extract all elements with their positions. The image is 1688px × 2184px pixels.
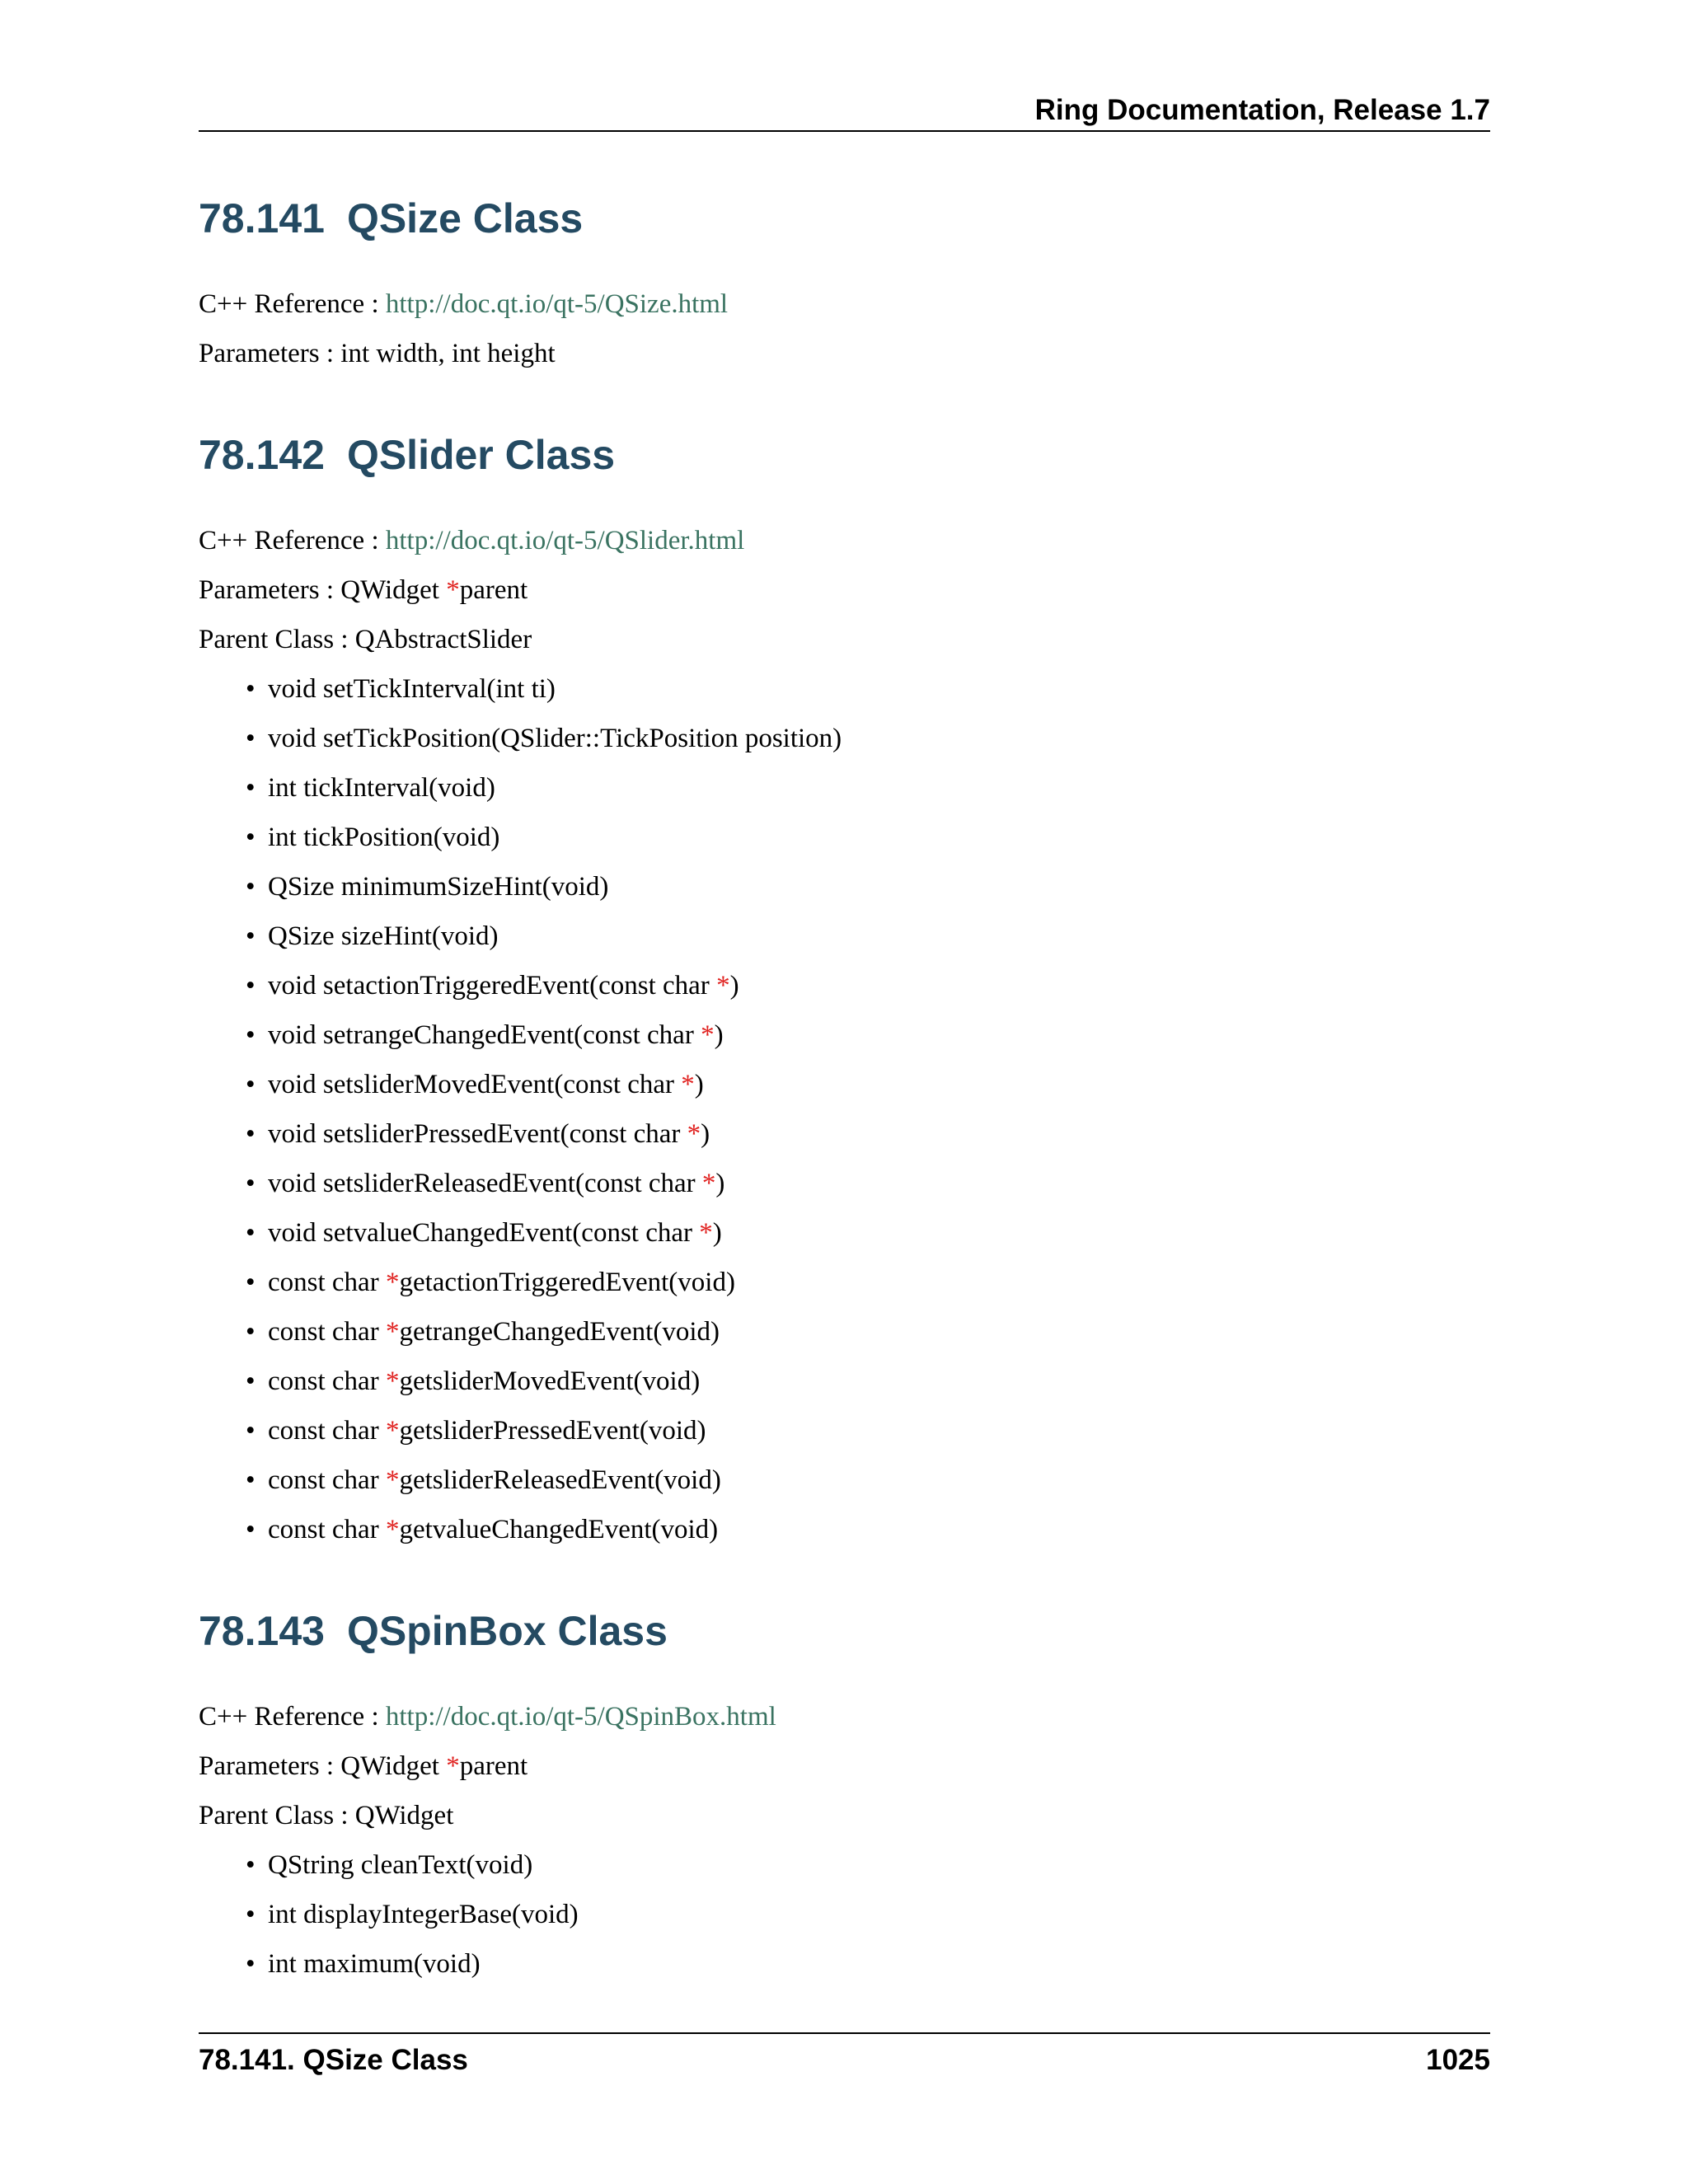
pointer-star: * bbox=[701, 1020, 715, 1050]
bullet: • bbox=[246, 1850, 256, 1880]
method-text: QString cleanText(void) bbox=[268, 1850, 533, 1880]
method-item bbox=[199, 1315, 842, 1365]
method-text: const char bbox=[268, 1366, 386, 1396]
method-item bbox=[199, 821, 842, 870]
method-item bbox=[199, 1414, 842, 1464]
bullet: • bbox=[246, 921, 256, 951]
method-text: const char bbox=[268, 1416, 386, 1446]
section-title: QSlider Class bbox=[346, 432, 616, 478]
bullet: • bbox=[246, 1169, 256, 1198]
bullet: • bbox=[246, 674, 256, 704]
bullet: • bbox=[246, 823, 256, 852]
method-text: QSize sizeHint(void) bbox=[268, 921, 499, 951]
method-item bbox=[199, 1365, 842, 1414]
method-text-suffix: ) bbox=[712, 1218, 722, 1248]
method-text: int displayIntegerBase(void) bbox=[268, 1900, 579, 1929]
method-item bbox=[199, 1216, 842, 1266]
section-heading-qsize bbox=[199, 194, 583, 243]
bullet: • bbox=[246, 1268, 256, 1297]
bullet: • bbox=[246, 1317, 256, 1347]
cpp-reference-qspinbox bbox=[199, 1700, 776, 1733]
method-text-suffix: getsliderReleasedEvent(void) bbox=[399, 1465, 721, 1495]
bullet: • bbox=[246, 1416, 256, 1446]
section-title: QSize Class bbox=[346, 195, 584, 241]
method-text-suffix: ) bbox=[729, 971, 739, 1001]
method-text: QSize minimumSizeHint(void) bbox=[268, 872, 609, 902]
pointer-star: * bbox=[446, 1751, 460, 1781]
bullet: • bbox=[246, 1070, 256, 1099]
bullet: • bbox=[246, 1366, 256, 1396]
parameters-label: Parameters : bbox=[199, 575, 341, 605]
parent-class-value: QWidget bbox=[354, 1801, 454, 1830]
parameters-qslider bbox=[199, 574, 528, 607]
method-item bbox=[199, 722, 842, 771]
section-number: 78.143 bbox=[199, 1608, 325, 1654]
section-number: 78.142 bbox=[199, 432, 325, 478]
method-text: void setsliderReleasedEvent(const char bbox=[268, 1169, 702, 1198]
parameters-qsize bbox=[199, 337, 556, 370]
method-item bbox=[199, 1513, 842, 1563]
pointer-star: * bbox=[385, 1416, 400, 1446]
method-text: void setrangeChangedEvent(const char bbox=[268, 1020, 701, 1050]
pointer-star: * bbox=[681, 1070, 695, 1099]
pointer-star: * bbox=[701, 1169, 716, 1198]
cpp-reference-label: C++ Reference : bbox=[199, 289, 386, 319]
bullet: • bbox=[246, 1515, 256, 1544]
bullet: • bbox=[246, 1020, 256, 1050]
method-text: void setTickInterval(int ti) bbox=[268, 674, 556, 704]
parameters-value: int width, int height bbox=[340, 339, 556, 368]
pointer-star: * bbox=[385, 1317, 400, 1347]
method-text-suffix: ) bbox=[715, 1169, 725, 1198]
section-heading-qslider bbox=[199, 430, 615, 480]
method-list-qspinbox bbox=[199, 1849, 579, 1997]
bullet: • bbox=[246, 872, 256, 902]
parameters-type: QWidget bbox=[340, 1751, 447, 1781]
method-text: const char bbox=[268, 1515, 386, 1544]
method-text: const char bbox=[268, 1268, 386, 1297]
method-text-suffix: getsliderMovedEvent(void) bbox=[399, 1366, 701, 1396]
pointer-star: * bbox=[446, 575, 460, 605]
parameters-qspinbox bbox=[199, 1750, 528, 1783]
method-item bbox=[199, 1266, 842, 1315]
method-item bbox=[199, 1167, 842, 1216]
method-item bbox=[199, 1118, 842, 1167]
method-item bbox=[199, 1068, 842, 1118]
parent-class-label: Parent Class : bbox=[199, 625, 355, 654]
parent-class-qslider bbox=[199, 623, 532, 656]
parameters-label: Parameters : bbox=[199, 1751, 341, 1781]
method-text-suffix: ) bbox=[714, 1020, 724, 1050]
method-text-suffix: ) bbox=[701, 1119, 710, 1149]
pointer-star: * bbox=[716, 971, 730, 1001]
pointer-star: * bbox=[385, 1366, 400, 1396]
method-item bbox=[199, 870, 842, 920]
pointer-star: * bbox=[699, 1218, 713, 1248]
page-header bbox=[199, 92, 1490, 132]
cpp-reference-label: C++ Reference : bbox=[199, 526, 386, 555]
method-item bbox=[199, 1898, 579, 1947]
method-text: void setTickPosition(QSlider::TickPosition position) bbox=[268, 724, 842, 753]
method-text: void setsliderMovedEvent(const char bbox=[268, 1070, 682, 1099]
parent-class-value: QAbstractSlider bbox=[354, 625, 532, 654]
method-item bbox=[199, 969, 842, 1019]
method-item bbox=[199, 1947, 579, 1997]
method-item bbox=[199, 920, 842, 969]
cpp-reference-link[interactable]: http://doc.qt.io/qt-5/QSpinBox.html bbox=[385, 1702, 776, 1732]
footer-section-ref: 78.141. QSize Class bbox=[199, 2044, 468, 2076]
page-number: 1025 bbox=[1426, 2044, 1490, 2076]
bullet: • bbox=[246, 1949, 256, 1979]
method-text-suffix: ) bbox=[694, 1070, 704, 1099]
parameters-label: Parameters : bbox=[199, 339, 341, 368]
parameters-type: QWidget bbox=[340, 575, 447, 605]
bullet: • bbox=[246, 773, 256, 803]
section-heading-qspinbox bbox=[199, 1606, 668, 1656]
method-item bbox=[199, 1849, 579, 1898]
bullet: • bbox=[246, 1119, 256, 1149]
pointer-star: * bbox=[385, 1515, 400, 1544]
parent-class-qspinbox bbox=[199, 1799, 453, 1832]
cpp-reference-qslider bbox=[199, 524, 744, 557]
method-text-suffix: getrangeChangedEvent(void) bbox=[399, 1317, 720, 1347]
bullet: • bbox=[246, 1900, 256, 1929]
bullet: • bbox=[246, 724, 256, 753]
method-list-qslider bbox=[199, 673, 842, 1563]
document-title: Ring Documentation, Release 1.7 bbox=[1034, 94, 1490, 126]
parameters-name: parent bbox=[459, 575, 528, 605]
cpp-reference-qsize bbox=[199, 288, 728, 321]
method-text: void setactionTriggeredEvent(const char bbox=[268, 971, 717, 1001]
method-item bbox=[199, 673, 842, 722]
method-text: void setsliderPressedEvent(const char bbox=[268, 1119, 687, 1149]
parent-class-label: Parent Class : bbox=[199, 1801, 355, 1830]
section-number: 78.141 bbox=[199, 195, 325, 241]
method-text: const char bbox=[268, 1317, 386, 1347]
method-text-suffix: getsliderPressedEvent(void) bbox=[399, 1416, 706, 1446]
method-text: int maximum(void) bbox=[268, 1949, 481, 1979]
pointer-star: * bbox=[385, 1465, 400, 1495]
method-item bbox=[199, 1019, 842, 1068]
method-text-suffix: getactionTriggeredEvent(void) bbox=[399, 1268, 735, 1297]
pointer-star: * bbox=[687, 1119, 701, 1149]
method-text: const char bbox=[268, 1465, 386, 1495]
method-item bbox=[199, 1464, 842, 1513]
section-title: QSpinBox Class bbox=[346, 1608, 668, 1654]
method-text-suffix: getvalueChangedEvent(void) bbox=[399, 1515, 719, 1544]
cpp-reference-link[interactable]: http://doc.qt.io/qt-5/QSlider.html bbox=[385, 526, 745, 555]
bullet: • bbox=[246, 971, 256, 1001]
bullet: • bbox=[246, 1218, 256, 1248]
pointer-star: * bbox=[385, 1268, 400, 1297]
method-text: int tickInterval(void) bbox=[268, 773, 495, 803]
parameters-name: parent bbox=[459, 1751, 528, 1781]
method-text: int tickPosition(void) bbox=[268, 823, 500, 852]
method-text: void setvalueChangedEvent(const char bbox=[268, 1218, 700, 1248]
cpp-reference-label: C++ Reference : bbox=[199, 1702, 386, 1732]
method-item bbox=[199, 771, 842, 821]
cpp-reference-link[interactable]: http://doc.qt.io/qt-5/QSize.html bbox=[385, 289, 729, 319]
page-footer bbox=[199, 2032, 1490, 2076]
bullet: • bbox=[246, 1465, 256, 1495]
